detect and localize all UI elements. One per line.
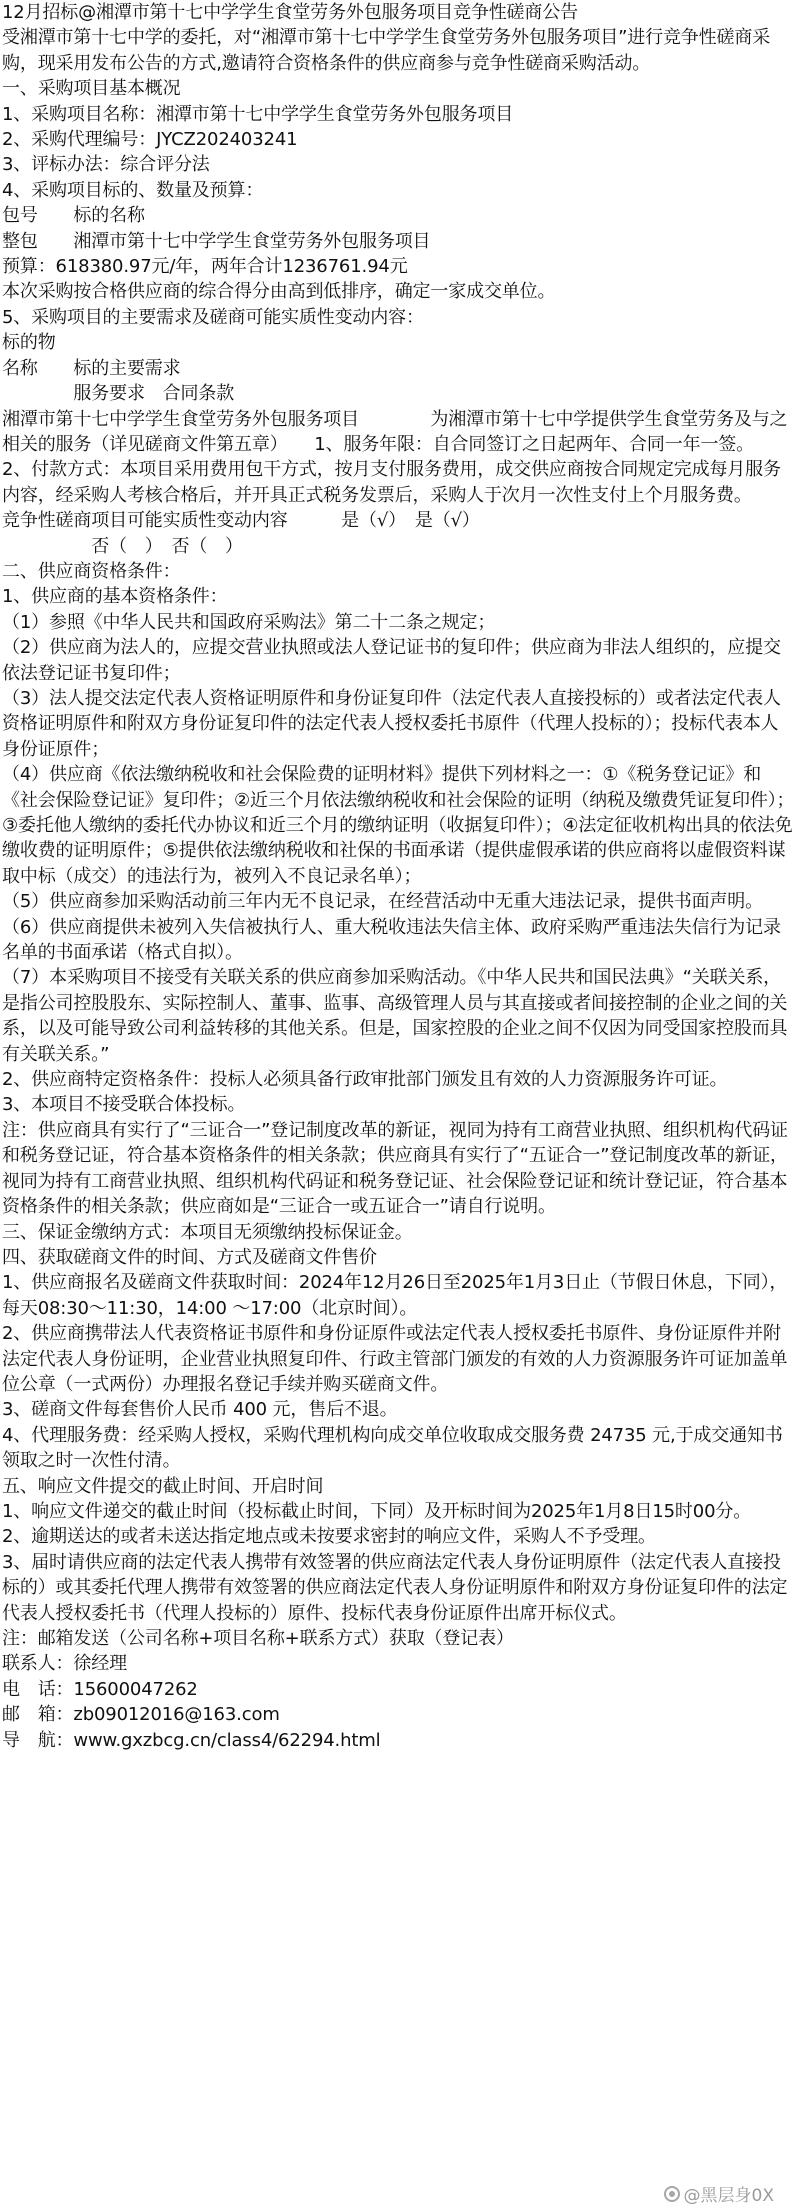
document-line: 服务要求 合同条款 — [2, 383, 235, 405]
document-line: 否（ ） 否（ ） — [2, 535, 243, 557]
document-line: 1、响应文件递交的截止时间（投标截止时间，下同）及开标时间为2025年1月8日15时00分。 — [2, 1500, 752, 1522]
document-line: 标的物 — [2, 332, 56, 354]
document-line: 2、逾期送达的或者未送达指定地点或未按要求密封的响应文件，采购人不予受理。 — [2, 1526, 656, 1548]
watermark — [664, 2181, 774, 2206]
document-line: 包号 标的名称 — [2, 205, 145, 227]
document-line: 1、采购项目名称：湘潭市第十七中学学生食堂劳务外包服务项目 — [2, 103, 514, 125]
document-line: 五、响应文件提交的截止时间、开启时间 — [2, 1475, 324, 1497]
document-line: 5、采购项目的主要需求及磋商可能实质性变动内容： — [2, 306, 424, 328]
document-line: 注：邮箱发送（公司名称+项目名称+联系方式）获取（登记表） — [2, 1628, 514, 1649]
document-line: 2、采购代理编号：JYCZ202403241 — [2, 129, 298, 151]
document-line: 名称 标的主要需求 — [2, 357, 181, 379]
document-line: 四、获取磋商文件的时间、方式及磋商文件售价 — [2, 1246, 377, 1268]
document-line: 注：供应商具有实行了“三证合一”登记制度改革的新证，视同为持有工商营业执照、组织机构代码证和税务登记证，符合基本资格条件的相关条款；供应商具有实行了“五证合一”登记制度改革的新证，视同为持有工商营业执照、组织机构代码证和税务登记证、社会保险登记证和统计登记证，符合基本资格条件的相关条款；供应商如是“三证合一或五证合一”请自行说明。 — [2, 1119, 788, 1218]
document-line: 竞争性磋商项目可能实质性变动内容 是（√） 是（√） — [2, 510, 480, 532]
document-line: 一、采购项目基本概况 — [2, 78, 181, 100]
document-line: 预算：618380.97元/年，两年合计1236761.94元 — [2, 256, 408, 278]
document-line: 4、代理服务费：经采购人授权，采购代理机构向成交单位收取成交服务费 24735 元,于成交通知书领取之时一次性付清。 — [2, 1424, 783, 1472]
document-line: 电 话：15600047262 — [2, 1678, 198, 1700]
document-line: （6）供应商提供未被列入失信被执行人、重大税收违法失信主体、政府采购严重违法失信行为记录名单的书面承诺（格式自拟）。 — [2, 916, 781, 964]
document-line: 受湘潭市第十七中学的委托，对“湘潭市第十七中学学生食堂劳务外包服务项目”进行竞争性磋商采购，现采用发布公告的方式,邀请符合资格条件的供应商参与竞争性磋商采购活动。 — [2, 27, 771, 74]
document-line: 4、采购项目标的、数量及预算： — [2, 179, 264, 201]
document-line: （1）参照《中华人民共和国政府采购法》第二十二条之规定； — [2, 611, 496, 633]
document-line: 2、供应商特定资格条件：投标人必须具备行政审批部门颁发且有效的人力资源服务许可证。 — [2, 1069, 728, 1091]
document-line: 1、供应商的基本资格条件： — [2, 586, 228, 608]
document-line: 3、磋商文件每套售价人民币 400 元，售后不退。 — [2, 1399, 398, 1421]
document-line: 整包 湘潭市第十七中学学生食堂劳务外包服务项目 — [2, 230, 431, 252]
document-line: 二、供应商资格条件： — [2, 560, 181, 582]
watermark-text: @黑层身0X — [683, 2186, 774, 2206]
document-line: 3、本项目不接受联合体投标。 — [2, 1094, 246, 1116]
document-body — [2, 25, 796, 1753]
document-line: （5）供应商参加采购活动前三年内无不良记录，在经营活动中无重大违法记录，提供书面声明。 — [2, 891, 763, 913]
document-line: 3、届时请供应商的法定代表人携带有效签署的供应商法定代表人身份证明原件（法定代表人直接投标的）或其委托代理人携带有效签署的供应商法定代表人身份证明原件和附双方身份证复印件的法定代表人授权委托书（代理人投标的）原件、投标代表身份证原件出席开标仪式。 — [2, 1551, 788, 1624]
document-line: 本次采购按合格供应商的综合得分由高到低排序，确定一家成交单位。 — [2, 281, 556, 303]
document-line: （7）本采购项目不接受有关联关系的供应商参加采购活动。《中华人民共和国民法典》“关联关系，是指公司控股股东、实际控制人、董事、监事、高级管理人员与其直接或者间接控制的企业之间的关系，以及可能导致公司利益转移的其他关系。但是，国家控股的企业之间不仅因为同受国家控股而具有关联关系。” — [2, 967, 788, 1065]
document-line: （4）供应商《依法缴纳税收和社会保险费的证明材料》提供下列材料之一：①《税务登记证》和《社会保险登记证》复印件；②近三个月依法缴纳税收和社会保险的证明（纳税及缴费凭证复印件）；③委托他人缴纳的委托代办协议和近三个月的缴纳证明（收据复印件）；④法定征收机构出具的依法免缴收费的证明原件；⑤提供依法缴纳税收和社保的书面承诺（提供虚假承诺的供应商将以虚假资料谋取中标（成交）的违法行为，被列入不良记录名单）； — [2, 764, 795, 887]
document-line: 三、保证金缴纳方式：本项目无须缴纳投标保证金。 — [2, 1221, 413, 1243]
document-line: 湘潭市第十七中学学生食堂劳务外包服务项目 为湘潭市第十七中学提供学生食堂劳务及与之相关的服务（详见磋商文件第五章） 1、服务年限：自合同签订之日起两年、合同一年一签。 — [2, 408, 788, 455]
document-line: （2）供应商为法人的，应提交营业执照或法人登记证书的复印件；供应商为非法人组织的，应提交依法登记证书复印件； — [2, 637, 781, 684]
document-line: 联系人：徐经理 — [2, 1653, 127, 1675]
document-line: 1、供应商报名及磋商文件获取时间：2024年12月26日至2025年1月3日止（节假日休息，下同），每天08:30～11:30，14:00 ～17:00（北京时间）。 — [2, 1272, 788, 1319]
document-line: 邮 箱：zb09012016@163.com — [2, 1704, 280, 1726]
document-line: 导 航：www.gxzbcg.cn/class4/62294.html — [2, 1729, 381, 1751]
document-line: 3、评标办法：综合评分法 — [2, 154, 210, 176]
document-line: 2、付款方式：本项目采用费用包干方式，按月支付服务费用，成交供应商按合同规定完成每月服务内容，经采购人考核合格后，并开具正式税务发票后，采购人于次月一次性支付上个月服务费。 — [2, 459, 781, 506]
document-title: 12月招标@湘潭市第十七中学学生食堂劳务外包服务项目竞争性磋商公告 — [2, 2, 578, 23]
document-line: 2、供应商携带法人代表资格证书原件和身份证原件或法定代表人授权委托书原件、身份证原件并附法定代表人身份证明，企业营业执照复印件、行政主管部门颁发的有效的人力资源服务许可证加盖单位公章（一式两份）办理报名登记手续并购买磋商文件。 — [2, 1323, 788, 1395]
watermark-logo-icon — [664, 2186, 680, 2202]
document-line: （3）法人提交法定代表人资格证明原件和身份证复印件（法定代表人直接投标的）或者法定代表人资格证明原件和附双方身份证复印件的法定代表人授权委托书原件（代理人投标的）；投标代表本人身份证原件； — [2, 687, 781, 760]
